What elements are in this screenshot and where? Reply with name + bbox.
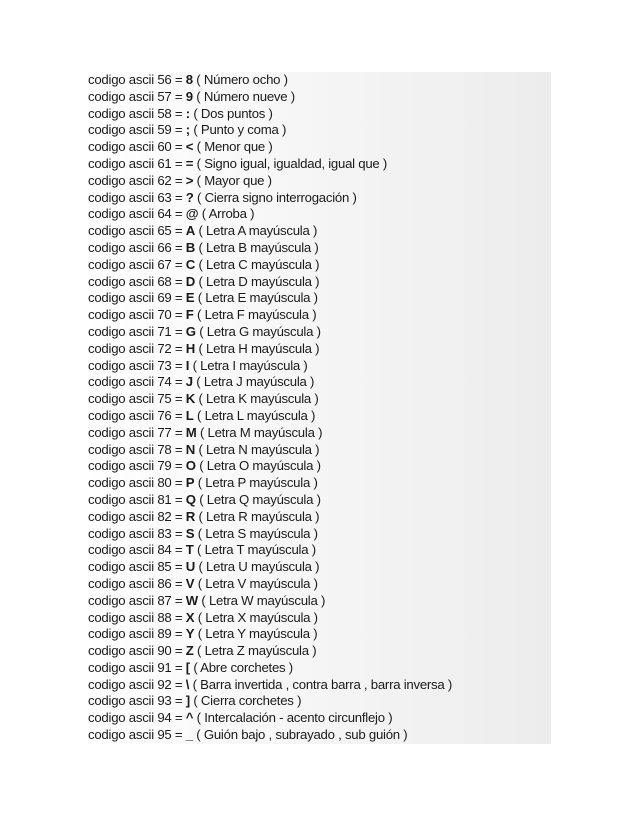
ascii-symbol: _ [185, 727, 193, 743]
ascii-description: ( Letra W mayúscula ) [197, 592, 326, 608]
ascii-description: ( Letra C mayúscula ) [195, 256, 320, 272]
ascii-code-label: codigo ascii 62 = [88, 172, 186, 188]
list-item [85, 727, 551, 744]
ascii-symbol: X [185, 609, 195, 625]
list-item [85, 139, 551, 156]
ascii-description: ( Letra N mayúscula ) [195, 441, 320, 457]
list-item [85, 274, 551, 291]
ascii-description: ( Letra Q mayúscula ) [195, 491, 321, 507]
list-item [85, 458, 551, 475]
ascii-description: ( Letra R mayúscula ) [195, 508, 320, 524]
ascii-description: ( Letra I mayúscula ) [189, 357, 308, 373]
ascii-code-label: codigo ascii 57 = [88, 88, 186, 104]
ascii-code-label: codigo ascii 94 = [88, 710, 186, 726]
ascii-code-list [85, 72, 551, 744]
ascii-symbol: A [185, 223, 196, 239]
ascii-symbol: Y [185, 626, 195, 642]
ascii-code-label: codigo ascii 79 = [88, 458, 186, 474]
list-item [85, 206, 551, 223]
ascii-symbol: D [185, 273, 196, 289]
ascii-description: ( Letra H mayúscula ) [195, 340, 320, 356]
ascii-code-label: codigo ascii 81 = [88, 491, 186, 507]
ascii-code-label: codigo ascii 86 = [88, 575, 186, 591]
ascii-symbol: [ [185, 659, 190, 675]
ascii-code-label: codigo ascii 85 = [88, 559, 186, 575]
ascii-symbol: 9 [185, 88, 193, 104]
ascii-description: ( Letra S mayúscula ) [194, 525, 318, 541]
list-item [85, 89, 551, 106]
ascii-description: ( Número nueve ) [192, 88, 295, 104]
ascii-code-label: codigo ascii 75 = [88, 391, 186, 407]
ascii-description: ( Letra F mayúscula ) [193, 307, 317, 323]
ascii-symbol: 8 [185, 72, 193, 87]
list-item [85, 341, 551, 358]
ascii-code-label: codigo ascii 77 = [88, 424, 186, 440]
ascii-description: ( Letra L mayúscula ) [193, 407, 316, 423]
list-item [85, 223, 551, 240]
ascii-symbol: ? [185, 189, 194, 205]
ascii-symbol: ; [185, 122, 190, 138]
list-item [85, 542, 551, 559]
ascii-code-label: codigo ascii 70 = [88, 307, 186, 323]
list-item [85, 324, 551, 341]
ascii-symbol: L [185, 407, 194, 423]
ascii-code-label: codigo ascii 71 = [88, 323, 186, 339]
ascii-symbol: W [185, 592, 198, 608]
list-item [85, 190, 551, 207]
ascii-description: ( Signo igual, igualdad, igual que ) [193, 155, 388, 171]
ascii-code-label: codigo ascii 82 = [88, 508, 186, 524]
list-item [85, 593, 551, 610]
ascii-code-label: codigo ascii 74 = [88, 374, 186, 390]
ascii-symbol: N [185, 441, 196, 457]
list-item [85, 290, 551, 307]
ascii-description: ( Letra K mayúscula ) [195, 391, 319, 407]
ascii-description: ( Letra Y mayúscula ) [194, 626, 318, 642]
list-item [85, 677, 551, 694]
ascii-description: ( Letra D mayúscula ) [195, 273, 320, 289]
list-item [85, 391, 551, 408]
ascii-symbol: < [185, 139, 194, 155]
ascii-symbol: E [185, 290, 195, 306]
ascii-description: ( Cierra signo interrogación ) [193, 189, 357, 205]
ascii-description: ( Mayor que ) [193, 172, 272, 188]
ascii-description: ( Punto y coma ) [189, 122, 287, 138]
ascii-description: ( Intercalación - acento circunflejo ) [193, 710, 393, 726]
list-item [85, 425, 551, 442]
ascii-code-label: codigo ascii 91 = [88, 659, 186, 675]
ascii-code-label: codigo ascii 87 = [88, 592, 186, 608]
ascii-code-label: codigo ascii 83 = [88, 525, 186, 541]
list-item [85, 509, 551, 526]
ascii-description: ( Cierra corchetes ) [189, 693, 302, 709]
ascii-symbol: I [185, 357, 190, 373]
ascii-description: ( Guión bajo , subrayado , sub guión ) [192, 727, 408, 743]
ascii-symbol: : [185, 105, 190, 121]
ascii-symbol: C [185, 256, 196, 272]
list-item [85, 660, 551, 677]
list-item [85, 492, 551, 509]
list-item [85, 408, 551, 425]
ascii-code-label: codigo ascii 80 = [88, 475, 186, 491]
ascii-symbol: Q [185, 491, 196, 507]
ascii-code-label: codigo ascii 66 = [88, 239, 186, 255]
ascii-description: ( Letra M mayúscula ) [196, 424, 323, 440]
ascii-code-label: codigo ascii 64 = [88, 206, 186, 222]
list-item [85, 72, 551, 89]
ascii-description: ( Arroba ) [198, 206, 255, 222]
ascii-code-label: codigo ascii 89 = [88, 626, 186, 642]
ascii-code-label: codigo ascii 76 = [88, 407, 186, 423]
ascii-code-label: codigo ascii 56 = [88, 72, 186, 87]
list-item [85, 307, 551, 324]
list-item [85, 576, 551, 593]
ascii-symbol: P [185, 475, 195, 491]
ascii-symbol: @ [185, 206, 199, 222]
ascii-code-label: codigo ascii 95 = [88, 727, 186, 743]
ascii-code-label: codigo ascii 60 = [88, 139, 186, 155]
ascii-description: ( Número ocho ) [192, 72, 288, 87]
ascii-symbol: F [185, 307, 194, 323]
ascii-symbol: O [185, 458, 196, 474]
ascii-code-label: codigo ascii 90 = [88, 643, 186, 659]
list-item [85, 710, 551, 727]
ascii-symbol: = [185, 155, 194, 171]
ascii-description: ( Menor que ) [193, 139, 273, 155]
list-item [85, 442, 551, 459]
list-item [85, 559, 551, 576]
ascii-symbol: M [185, 424, 197, 440]
list-item [85, 626, 551, 643]
list-item [85, 526, 551, 543]
ascii-code-label: codigo ascii 67 = [88, 256, 186, 272]
ascii-description: ( Letra P mayúscula ) [194, 475, 318, 491]
ascii-description: ( Letra B mayúscula ) [195, 239, 319, 255]
ascii-code-label: codigo ascii 84 = [88, 542, 186, 558]
ascii-code-label: codigo ascii 63 = [88, 189, 186, 205]
ascii-symbol: B [185, 239, 196, 255]
ascii-code-label: codigo ascii 72 = [88, 340, 186, 356]
ascii-description: ( Letra E mayúscula ) [194, 290, 318, 306]
ascii-symbol: V [185, 575, 195, 591]
ascii-symbol: S [185, 525, 195, 541]
list-item [85, 693, 551, 710]
ascii-code-label: codigo ascii 93 = [88, 693, 186, 709]
ascii-code-label: codigo ascii 69 = [88, 290, 186, 306]
list-item [85, 106, 551, 123]
ascii-description: ( Barra invertida , contra barra , barra inversa ) [189, 676, 453, 692]
ascii-symbol: ^ [185, 710, 194, 726]
ascii-symbol: > [185, 172, 194, 188]
ascii-description: ( Letra G mayúscula ) [195, 323, 321, 339]
ascii-symbol: J [185, 374, 193, 390]
ascii-description: ( Letra J mayúscula ) [192, 374, 315, 390]
ascii-description: ( Letra X mayúscula ) [194, 609, 318, 625]
ascii-code-label: codigo ascii 65 = [88, 223, 186, 239]
list-item [85, 173, 551, 190]
list-item [85, 374, 551, 391]
ascii-code-label: codigo ascii 61 = [88, 155, 186, 171]
ascii-code-label: codigo ascii 58 = [88, 105, 186, 121]
list-item [85, 358, 551, 375]
list-item [85, 240, 551, 257]
ascii-code-label: codigo ascii 78 = [88, 441, 186, 457]
ascii-code-label: codigo ascii 88 = [88, 609, 186, 625]
ascii-code-label: codigo ascii 73 = [88, 357, 186, 373]
list-item [85, 122, 551, 139]
ascii-symbol: ] [185, 693, 190, 709]
ascii-description: ( Letra O mayúscula ) [195, 458, 321, 474]
ascii-description: ( Abre corchetes ) [189, 659, 293, 675]
ascii-description: ( Letra T mayúscula ) [193, 542, 316, 558]
ascii-symbol: G [185, 323, 196, 339]
ascii-symbol: U [185, 559, 196, 575]
list-item [85, 643, 551, 660]
list-item [85, 156, 551, 173]
ascii-symbol: Z [185, 643, 194, 659]
ascii-symbol: R [185, 508, 196, 524]
ascii-symbol: \ [185, 676, 190, 692]
ascii-description: ( Letra A mayúscula ) [195, 223, 318, 239]
list-item [85, 610, 551, 627]
ascii-symbol: T [185, 542, 194, 558]
ascii-code-label: codigo ascii 92 = [88, 676, 186, 692]
list-item [85, 257, 551, 274]
ascii-description: ( Letra Z mayúscula ) [193, 643, 317, 659]
ascii-symbol: K [185, 391, 196, 407]
ascii-code-label: codigo ascii 68 = [88, 273, 186, 289]
list-item [85, 475, 551, 492]
ascii-description: ( Dos puntos ) [189, 105, 273, 121]
ascii-description: ( Letra V mayúscula ) [194, 575, 318, 591]
ascii-description: ( Letra U mayúscula ) [195, 559, 320, 575]
ascii-code-label: codigo ascii 59 = [88, 122, 186, 138]
ascii-symbol: H [185, 340, 196, 356]
